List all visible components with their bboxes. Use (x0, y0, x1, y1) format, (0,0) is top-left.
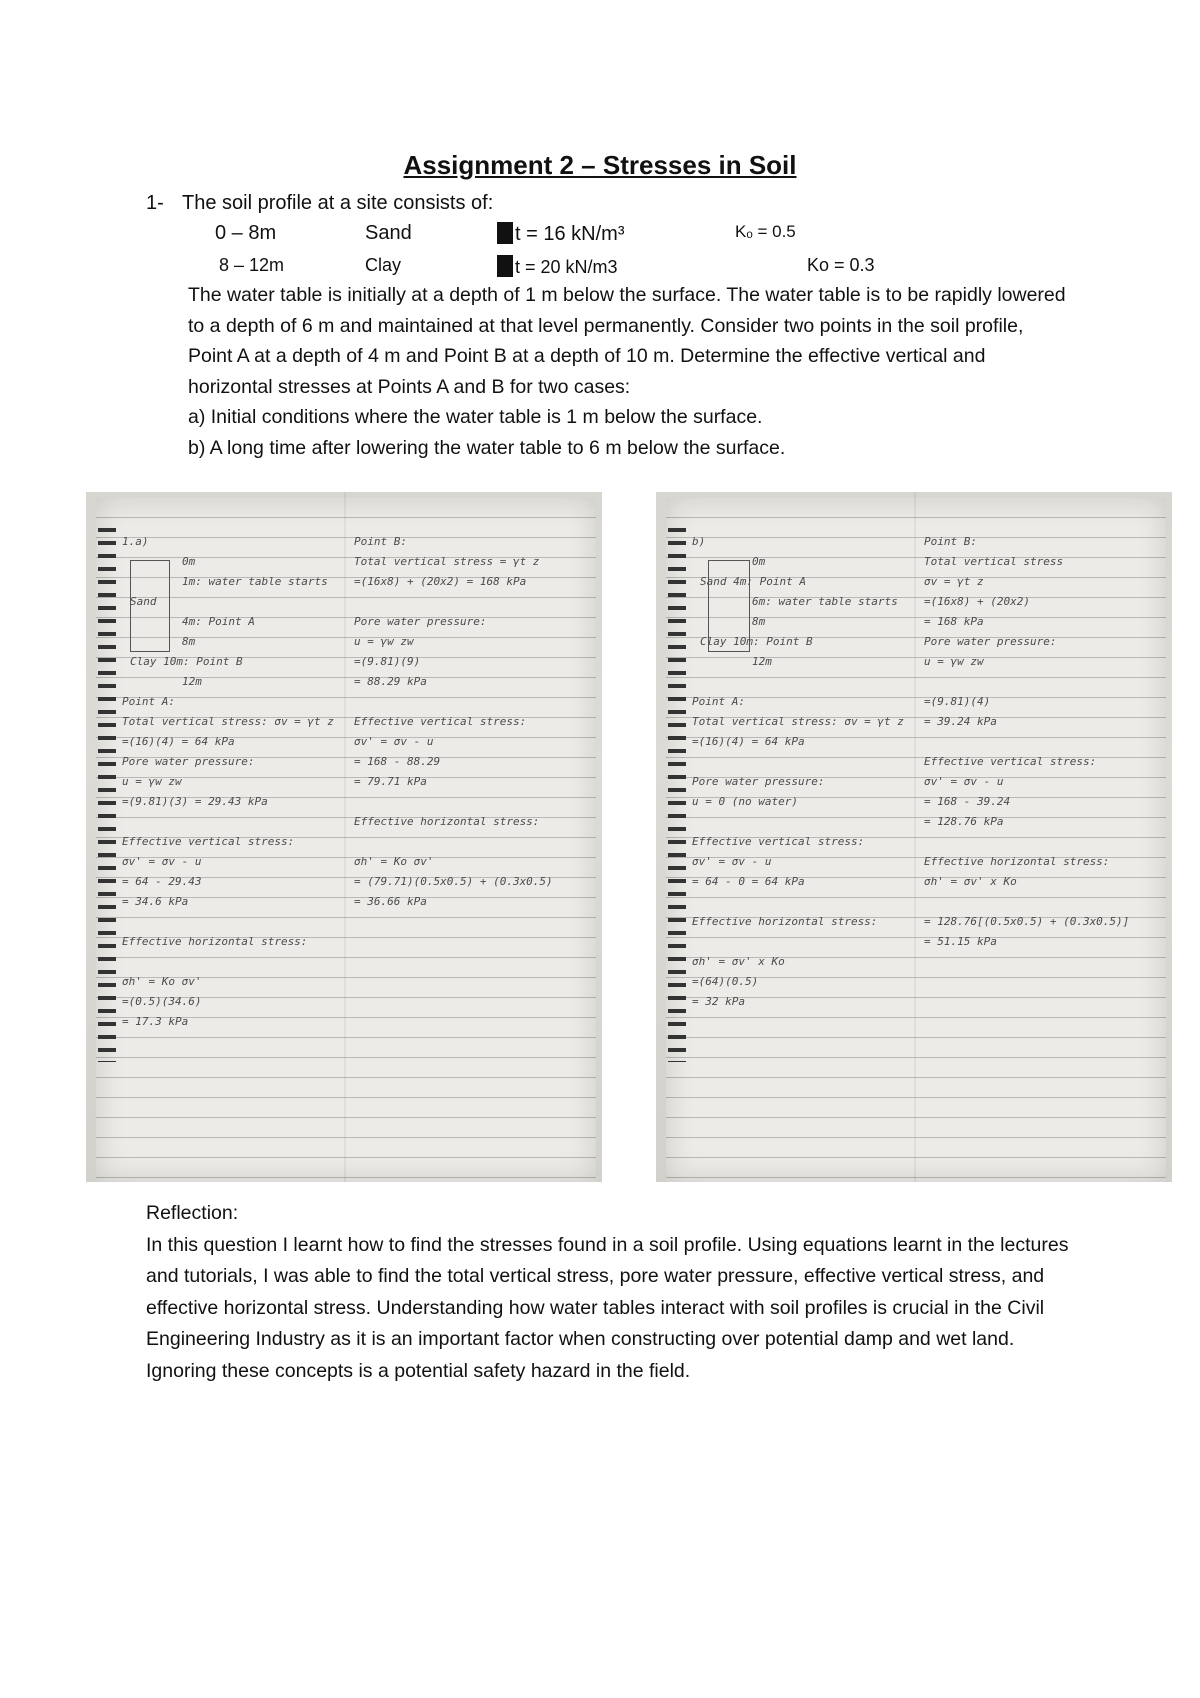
blank-line (354, 592, 574, 612)
handwritten-line: Total vertical stress: σv = γt z (122, 715, 334, 728)
handwritten-line: Clay 10m: Point B (130, 655, 243, 668)
page-fold (914, 492, 916, 1182)
handwritten-line: = 64 - 0 = 64 kPa (692, 875, 805, 888)
handwritten-line: σv' = σv - u (122, 855, 202, 868)
handwritten-line: 4m: Point A (182, 615, 255, 628)
handwritten-line: u = γw zw (924, 655, 984, 668)
layer-depth: 0 – 8m (215, 222, 277, 244)
handwritten-line: Total vertical stress = γt z (354, 555, 540, 568)
handwritten-line: σv' = σv - u (354, 735, 434, 748)
handwritten-line: 1m: water table starts (182, 575, 328, 588)
handwritten-line: = 39.24 kPa (924, 715, 997, 728)
redaction-block (497, 255, 513, 277)
handwritten-line: Effective horizontal stress: (122, 935, 308, 948)
notes-column-right (354, 532, 574, 912)
handwritten-line: Effective horizontal stress: (354, 815, 540, 828)
handwritten-line: = 128.76[(0.5x0.5) + (0.3x0.5)] (924, 915, 1130, 928)
description-text: The water table is initially at a depth of 1 m below the surface. The water table is to be rapidly lowered to a depth of 6 m and maintained at that level permanently. Consider two points in the soil profile, Point A at a depth of 4 m and Point B at a depth of 10 m. Determine the effective vertical and horizontal stresses at Points A and B for two cases: (188, 284, 1066, 398)
blank-line (122, 812, 342, 832)
handwritten-line: Total vertical stress (924, 555, 1064, 568)
handwritten-line: Pore water pressure: (692, 775, 825, 788)
handwritten-solution-photo-a (86, 492, 602, 1182)
page-fold (344, 492, 346, 1182)
handwritten-line: b) (692, 535, 706, 548)
handwritten-line: Point A: (122, 695, 175, 708)
handwritten-line: Sand (130, 595, 157, 608)
blank-line (924, 892, 1144, 912)
handwritten-line: = 168 - 88.29 (354, 755, 441, 768)
question-description (188, 280, 1068, 463)
handwritten-line: Effective vertical stress: (354, 715, 527, 728)
question-intro: The soil profile at a site consists of: (182, 192, 494, 214)
blank-line (354, 792, 574, 812)
handwritten-line: = 32 kPa (692, 995, 745, 1008)
layer-soil: Clay (365, 255, 402, 275)
reflection-body: In this question I learnt how to find the stresses found in a soil profile. Using equations learnt in the lectures and tutorials, I was able to find the total vertical stress, pore water pressure, effective vertical stress, and effective horizontal stress. Understanding how water tables interact with soil profiles is crucial in the Civil Engineering Industry as it is an important factor when constructing over potential damp and wet land. Ignoring these concepts is a potential safety hazard in the field. (146, 1233, 1069, 1382)
handwritten-line: =(9.81)(9) (354, 655, 421, 668)
case-b-text: b) A long time after lowering the water table to 6 m below the surface. (188, 436, 786, 459)
handwritten-line: =(9.81)(3) = 29.43 kPa (122, 795, 268, 808)
handwritten-line: =(16x8) + (20x2) (924, 595, 1030, 608)
handwritten-line: σh' = Ko σv' (354, 855, 434, 868)
notes-column-right (924, 532, 1144, 952)
case-a-text: a) Initial conditions where the water table is 1 m below the surface. (188, 406, 763, 428)
handwritten-line: = 79.71 kPa (354, 775, 427, 788)
handwritten-line: = 34.6 kPa (122, 895, 189, 908)
handwritten-line: = 51.15 kPa (924, 935, 997, 948)
question-number: 1- (146, 192, 164, 214)
handwritten-line: Effective horizontal stress: (692, 915, 878, 928)
handwritten-line: Point A: (692, 695, 745, 708)
blank-line (924, 672, 1144, 692)
notes-column-left (692, 532, 912, 1012)
handwritten-line: =(64)(0.5) (692, 975, 759, 988)
handwritten-line: 0m (182, 555, 196, 568)
handwritten-line: = 88.29 kPa (354, 675, 427, 688)
blank-line (354, 832, 574, 852)
handwritten-line: Effective vertical stress: (924, 755, 1097, 768)
handwritten-line: =(16)(4) = 64 kPa (122, 735, 235, 748)
reflection-heading: Reflection: (146, 1202, 239, 1224)
handwritten-line: Pore water pressure: (354, 615, 487, 628)
question-heading (146, 192, 493, 215)
handwritten-line: = 36.66 kPa (354, 895, 427, 908)
handwritten-line: 12m (182, 675, 202, 688)
handwritten-line: σh' = σv' x Ko (692, 955, 785, 968)
handwritten-line: Total vertical stress: σv = γt z (692, 715, 904, 728)
blank-line (924, 732, 1144, 752)
notebook-spiral (668, 522, 686, 1062)
handwritten-line: 0m (752, 555, 766, 568)
handwritten-line: 1.a) (122, 535, 149, 548)
blank-line (692, 672, 912, 692)
handwritten-line: = 128.76 kPa (924, 815, 1004, 828)
handwritten-line: =(9.81)(4) (924, 695, 991, 708)
handwritten-line: Point B: (924, 535, 977, 548)
redaction-block (497, 222, 513, 244)
layer-soil: Sand (365, 222, 412, 244)
handwritten-line: Pore water pressure: (924, 635, 1057, 648)
handwritten-line: Effective vertical stress: (122, 835, 295, 848)
handwritten-line: Effective horizontal stress: (924, 855, 1110, 868)
blank-line (692, 812, 912, 832)
handwritten-line: σh' = Ko σv' (122, 975, 202, 988)
handwritten-solution-photo-b (656, 492, 1172, 1182)
document-title: Assignment 2 – Stresses in Soil (403, 150, 797, 180)
handwritten-line: 8m (182, 635, 196, 648)
handwritten-line: = 168 kPa (924, 615, 984, 628)
handwritten-line: σv' = σv - u (924, 775, 1004, 788)
handwritten-line: = 17.3 kPa (122, 1015, 189, 1028)
handwritten-line: σh' = σv' x Ko (924, 875, 1017, 888)
handwritten-line: Pore water pressure: (122, 755, 255, 768)
handwritten-line: u = γw zw (354, 635, 414, 648)
handwritten-line: u = 0 (no water) (692, 795, 798, 808)
handwritten-line: = 168 - 39.24 (924, 795, 1011, 808)
layer-unit-weight: t = 20 kN/m3 (497, 255, 618, 278)
notes-column-left (122, 532, 342, 1032)
blank-line (122, 912, 342, 932)
layer-k0: Ko = 0.3 (807, 255, 875, 275)
handwritten-line: =(16x8) + (20x2) = 168 kPa (354, 575, 527, 588)
notebook-spiral (98, 522, 116, 1062)
handwritten-line: σv = γt z (924, 575, 984, 588)
blank-line (122, 952, 342, 972)
blank-line (692, 932, 912, 952)
blank-line (692, 892, 912, 912)
layer-unit-weight: t = 16 kN/m³ (497, 222, 624, 246)
handwritten-line: u = γw zw (122, 775, 182, 788)
handwritten-line: 8m (752, 615, 766, 628)
handwritten-line: Point B: (354, 535, 407, 548)
handwritten-line: =(0.5)(34.6) (122, 995, 202, 1008)
reflection-section (146, 1198, 1076, 1387)
handwritten-line: Sand 4m: Point A (700, 575, 806, 588)
handwritten-line: σv' = σv - u (692, 855, 772, 868)
blank-line (692, 752, 912, 772)
blank-line (924, 832, 1144, 852)
handwritten-line: 6m: water table starts (752, 595, 898, 608)
layer-depth: 8 – 12m (219, 255, 285, 275)
blank-line (354, 692, 574, 712)
handwritten-line: = 64 - 29.43 (122, 875, 202, 888)
handwritten-line: = (79.71)(0.5x0.5) + (0.3x0.5) (354, 875, 553, 888)
handwritten-line: 12m (752, 655, 772, 668)
layer-k0: Kₒ = 0.5 (735, 222, 796, 241)
handwritten-line: Clay 10m: Point B (700, 635, 813, 648)
handwritten-line: =(16)(4) = 64 kPa (692, 735, 805, 748)
handwritten-line: Effective vertical stress: (692, 835, 865, 848)
